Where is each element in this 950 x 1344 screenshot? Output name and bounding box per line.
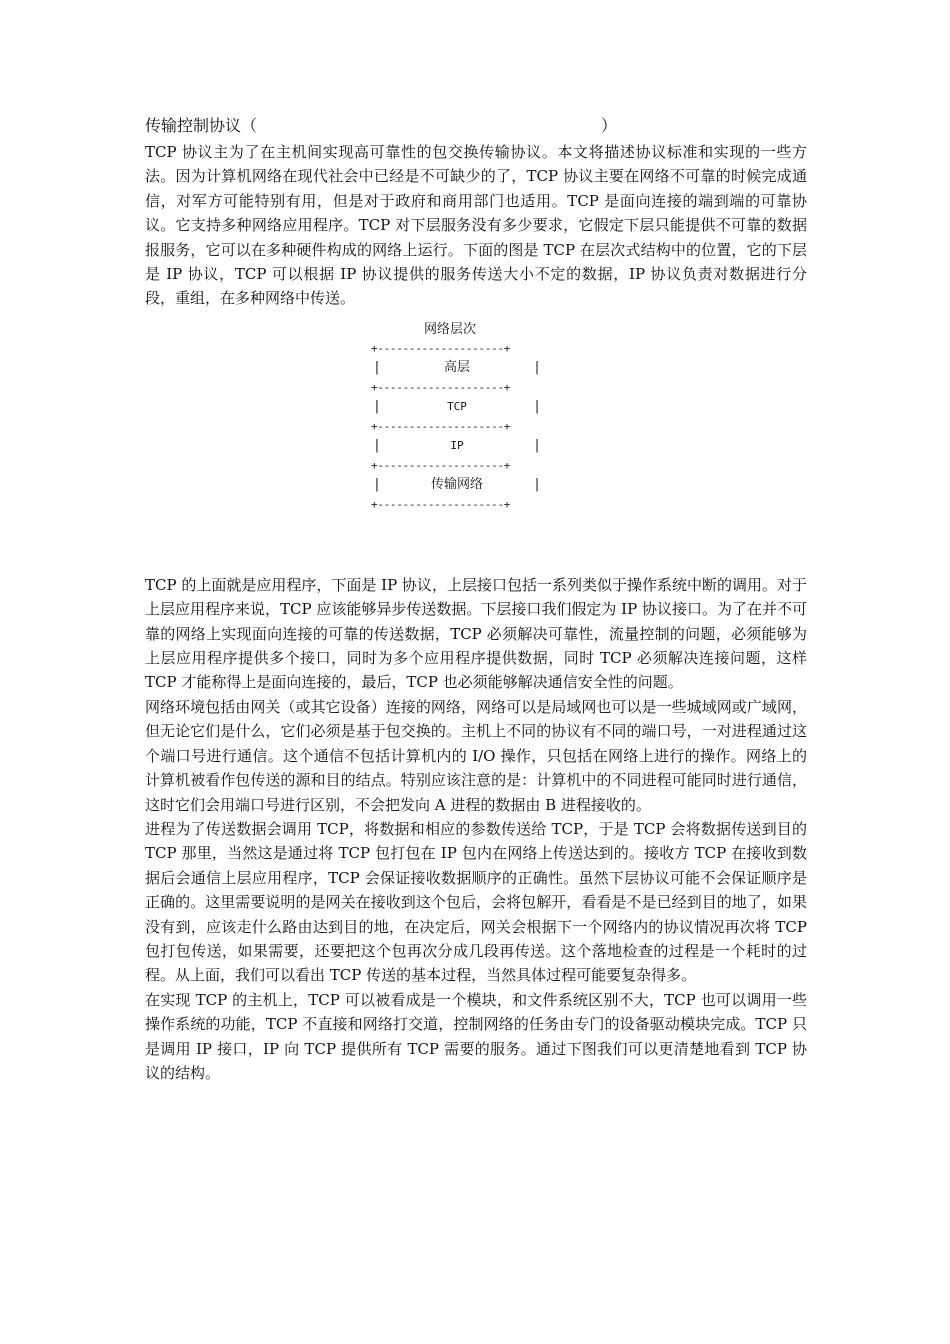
paragraph-interfaces: TCP 的上面就是应用程序，下面是 IP 协议，上层接口包括一系列类似于操作系统中断的调用。对于上层应用程序来说，TCP 应该能够异步传送数据。下层接口我们假定为 IP 协议接口。为了在并不可靠的网络上实现面向连接的可靠的传送数据，TCP 必须解决可靠性，流量控制的问题，必须能够为上层应用程序提供多个接口，同时为多个应用程序提供数据，同时 TCP 必须解决连接问题，这样 TCP 才能称得上是面向连接的，最后，TCP 也必须能够解决通信安全性的问题。 bbox=[145, 575, 807, 692]
layer-label-transport-network: 传输网络 bbox=[430, 476, 483, 492]
title-text: 传输控制协议（ bbox=[145, 116, 258, 135]
title-close-paren: ） bbox=[600, 116, 617, 135]
body-text bbox=[145, 573, 807, 1086]
paragraph-implementation: 在实现 TCP 的主机上，TCP 可以被看成是一个模块，和文件系统区别不大，TCP 也可以调用一些操作系统的功能，TCP 不直接和网络打交道，控制网络的任务由专门的设备驱动模块完成。TCP 只是调用 IP 接口，IP 向 TCP 提供所有 TCP 需要的服务。通过下图我们可以更清楚地看到 TCP 协议的结构。 bbox=[145, 990, 807, 1082]
layer-row-upper: | 高层 | bbox=[371, 355, 543, 382]
network-layer-diagram bbox=[145, 321, 807, 571]
layer-label-upper: 高层 bbox=[443, 359, 470, 375]
diagram-caption: 网络层次 bbox=[424, 321, 477, 337]
diagram-border-line: +--------------------+ bbox=[371, 420, 511, 433]
diagram-border-line: +--------------------+ bbox=[371, 381, 511, 394]
paragraph-intro: TCP 协议主为了在主机间实现高可靠性的包交换传输协议。本文将描述协议标准和实现的一些方法。因为计算机网络在现代社会中已经是不可缺少的了，TCP 协议主要在网络不可靠的时候完成通信，对军方可能特别有用，但是对于政府和商用部门也适用。TCP 是面向连接的端到端的可靠协议。它支持多种网络应用程序。TCP 对下层服务没有多少要求，它假定下层只能提供不可靠的数据报服务，它可以在多种硬件构成的网络上运行。下面的图是 TCP 在层次式结构中的位置，它的下层是 IP 协议，TCP 可以根据 IP 协议提供的服务传送大小不定的数据，IP 协议负责对数据进行分段，重组，在多种网络中传送。 bbox=[145, 143, 807, 308]
document-title bbox=[145, 112, 617, 140]
layer-label-tcp: TCP bbox=[447, 399, 467, 413]
layer-row-transport-network: | 传输网络 | bbox=[371, 472, 543, 499]
paragraph-network-environment: 网络环境包括由网关（或其它设备）连接的网络，网络可以是局域网也可以是一些城域网或广域网，但无论它们是什么，它们必须是基于包交换的。主机上不同的协议有不同的端口号，一对进程通过这个端口号进行通信。这个通信不包括计算机内的 I/O 操作，只包括在网络上进行的操作。网络上的计算机被看作包传送的源和目的结点。特别应该注意的是：计算机中的不同进程可能同时进行通信，这时它们会用端口号进行区别，不会把发向 A 进程的数据由 B 进程接收的。 bbox=[145, 697, 807, 814]
diagram-border-line: +--------------------+ bbox=[371, 459, 511, 472]
diagram-border-line: +--------------------+ bbox=[371, 342, 511, 355]
paragraph-data-transfer: 进程为了传送数据会调用 TCP，将数据和相应的参数传送给 TCP，于是 TCP 会将数据传送到目的 TCP 那里，当然这是通过将 TCP 包打包在 IP 包内在网络上传送达到的。接收方 TCP 在接收到数据后会通信上层应用程序，TCP 会保证接收数据顺序的正确性。虽然下层协议可能不会保证顺序是正确的。这里需要说明的是网关在接收到这个包后，会将包解开，看看是不是已经到目的地了，如果没有到，应该走什么路由达到目的地，在决定后，网关会根据下一个网络内的协议情况再次将 TCP 包打包传送，如果需要，还要把这个包再次分成几段再传送。这个落地检查的过程是一个耗时的过程。从上面，我们可以看出 TCP 传送的基本过程，当然具体过程可能要复杂得多。 bbox=[145, 819, 807, 985]
layer-stack bbox=[371, 343, 543, 511]
layer-label-ip: IP bbox=[450, 438, 464, 452]
document-page bbox=[145, 112, 807, 1085]
diagram-border-line: +--------------------+ bbox=[371, 498, 511, 511]
layer-row-tcp: | TCP | bbox=[371, 394, 543, 421]
layer-row-ip: | IP | bbox=[371, 433, 543, 460]
